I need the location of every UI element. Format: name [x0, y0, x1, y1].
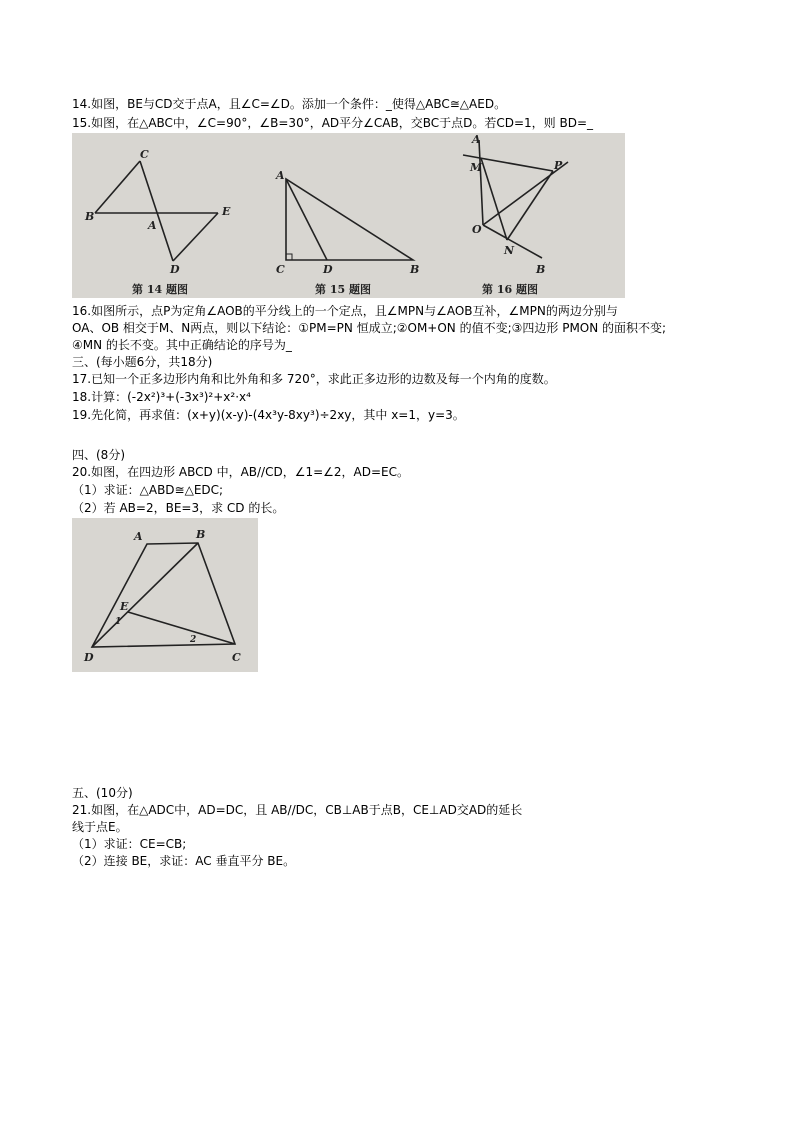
svg-text:A: A	[472, 133, 481, 146]
svg-text:1: 1	[115, 617, 122, 627]
svg-text:E: E	[120, 600, 129, 613]
section-3-heading: 三、(每小题6分，共18分)	[72, 355, 213, 369]
caption-16: 第 16 题图	[482, 283, 538, 296]
svg-text:B: B	[536, 263, 546, 276]
figure-15	[275, 169, 419, 296]
figure-14	[84, 148, 231, 296]
svg-text:2: 2	[190, 635, 197, 645]
question-20-line-1: 20.如图，在四边形 ABCD 中，AB//CD，∠1=∠2，AD=EC。	[72, 465, 410, 479]
section-5-heading: 五、(10分)	[72, 786, 133, 800]
question-16-line-1: 16.如图所示，点P为定角∠AOB的平分线上的一个定点，且∠MPN与∠AOB互补，∠MPN的两边分别与	[72, 304, 618, 318]
svg-text:A: A	[134, 530, 143, 543]
question-17: 17.已知一个正多边形内角和比外角和多 720°，求此正多边形的边数及每一个内角的度数。	[72, 372, 556, 386]
caption-14: 第 14 题图	[132, 283, 188, 296]
svg-text:D: D	[323, 263, 333, 276]
question-21-line-2: 线于点E。	[72, 820, 128, 834]
svg-text:D: D	[170, 263, 180, 276]
svg-text:A: A	[148, 219, 157, 232]
svg-text:O: O	[472, 223, 482, 236]
question-20-part-2: （2）若 AB=2，BE=3，求 CD 的长。	[72, 501, 285, 515]
question-21-part-2: （2）连接 BE，求证：AC 垂直平分 BE。	[72, 854, 296, 868]
svg-text:M: M	[470, 161, 483, 174]
svg-text:E: E	[222, 205, 231, 218]
figure-14-15-16	[72, 133, 625, 298]
svg-text:N: N	[504, 244, 515, 257]
svg-text:B: B	[410, 263, 420, 276]
question-16-line-2: OA、OB 相交于M、N两点，则以下结论：①PM=PN 恒成立;②OM+ON 的值不变;③四边形 PMON 的面积不变;	[72, 321, 667, 335]
question-21-line-1: 21.如图，在△ADC中，AD=DC，且 AB//DC，CB⊥AB于点B，CE⊥AD交AD的延长	[72, 803, 523, 817]
question-21-part-1: （1）求证：CE=CB;	[72, 837, 187, 851]
question-19: 19.先化简，再求值：(x+y)(x-y)-(4x³y-8xy³)÷2xy，其中 x=1，y=3。	[72, 408, 465, 422]
figure-16	[463, 133, 568, 296]
question-20-part-1: （1）求证：△ABD≅△EDC;	[72, 483, 224, 497]
question-16-line-3: ④MN 的长不变。其中正确结论的序号为_	[72, 338, 292, 352]
figure-20	[72, 518, 258, 672]
svg-text:P: P	[554, 159, 563, 172]
section-4-heading: 四、(8分)	[72, 448, 125, 462]
svg-text:D: D	[84, 651, 94, 664]
svg-text:B: B	[196, 528, 206, 541]
question-15: 15.如图，在△ABC中，∠C=90°，∠B=30°，AD平分∠CAB，交BC于点D。若CD=1，则 BD=_	[72, 116, 594, 130]
caption-15: 第 15 题图	[315, 283, 371, 296]
question-14: 14.如图，BE与CD交于点A，且∠C=∠D。添加一个条件：_使得△ABC≅△AED。	[72, 97, 507, 111]
svg-text:A: A	[276, 169, 285, 182]
svg-text:C: C	[232, 651, 241, 664]
question-18: 18.计算：(-2x²)³+(-3x³)²+x²·x⁴	[72, 390, 251, 404]
svg-text:B: B	[85, 210, 95, 223]
svg-text:C: C	[276, 263, 285, 276]
svg-text:C: C	[140, 148, 149, 161]
